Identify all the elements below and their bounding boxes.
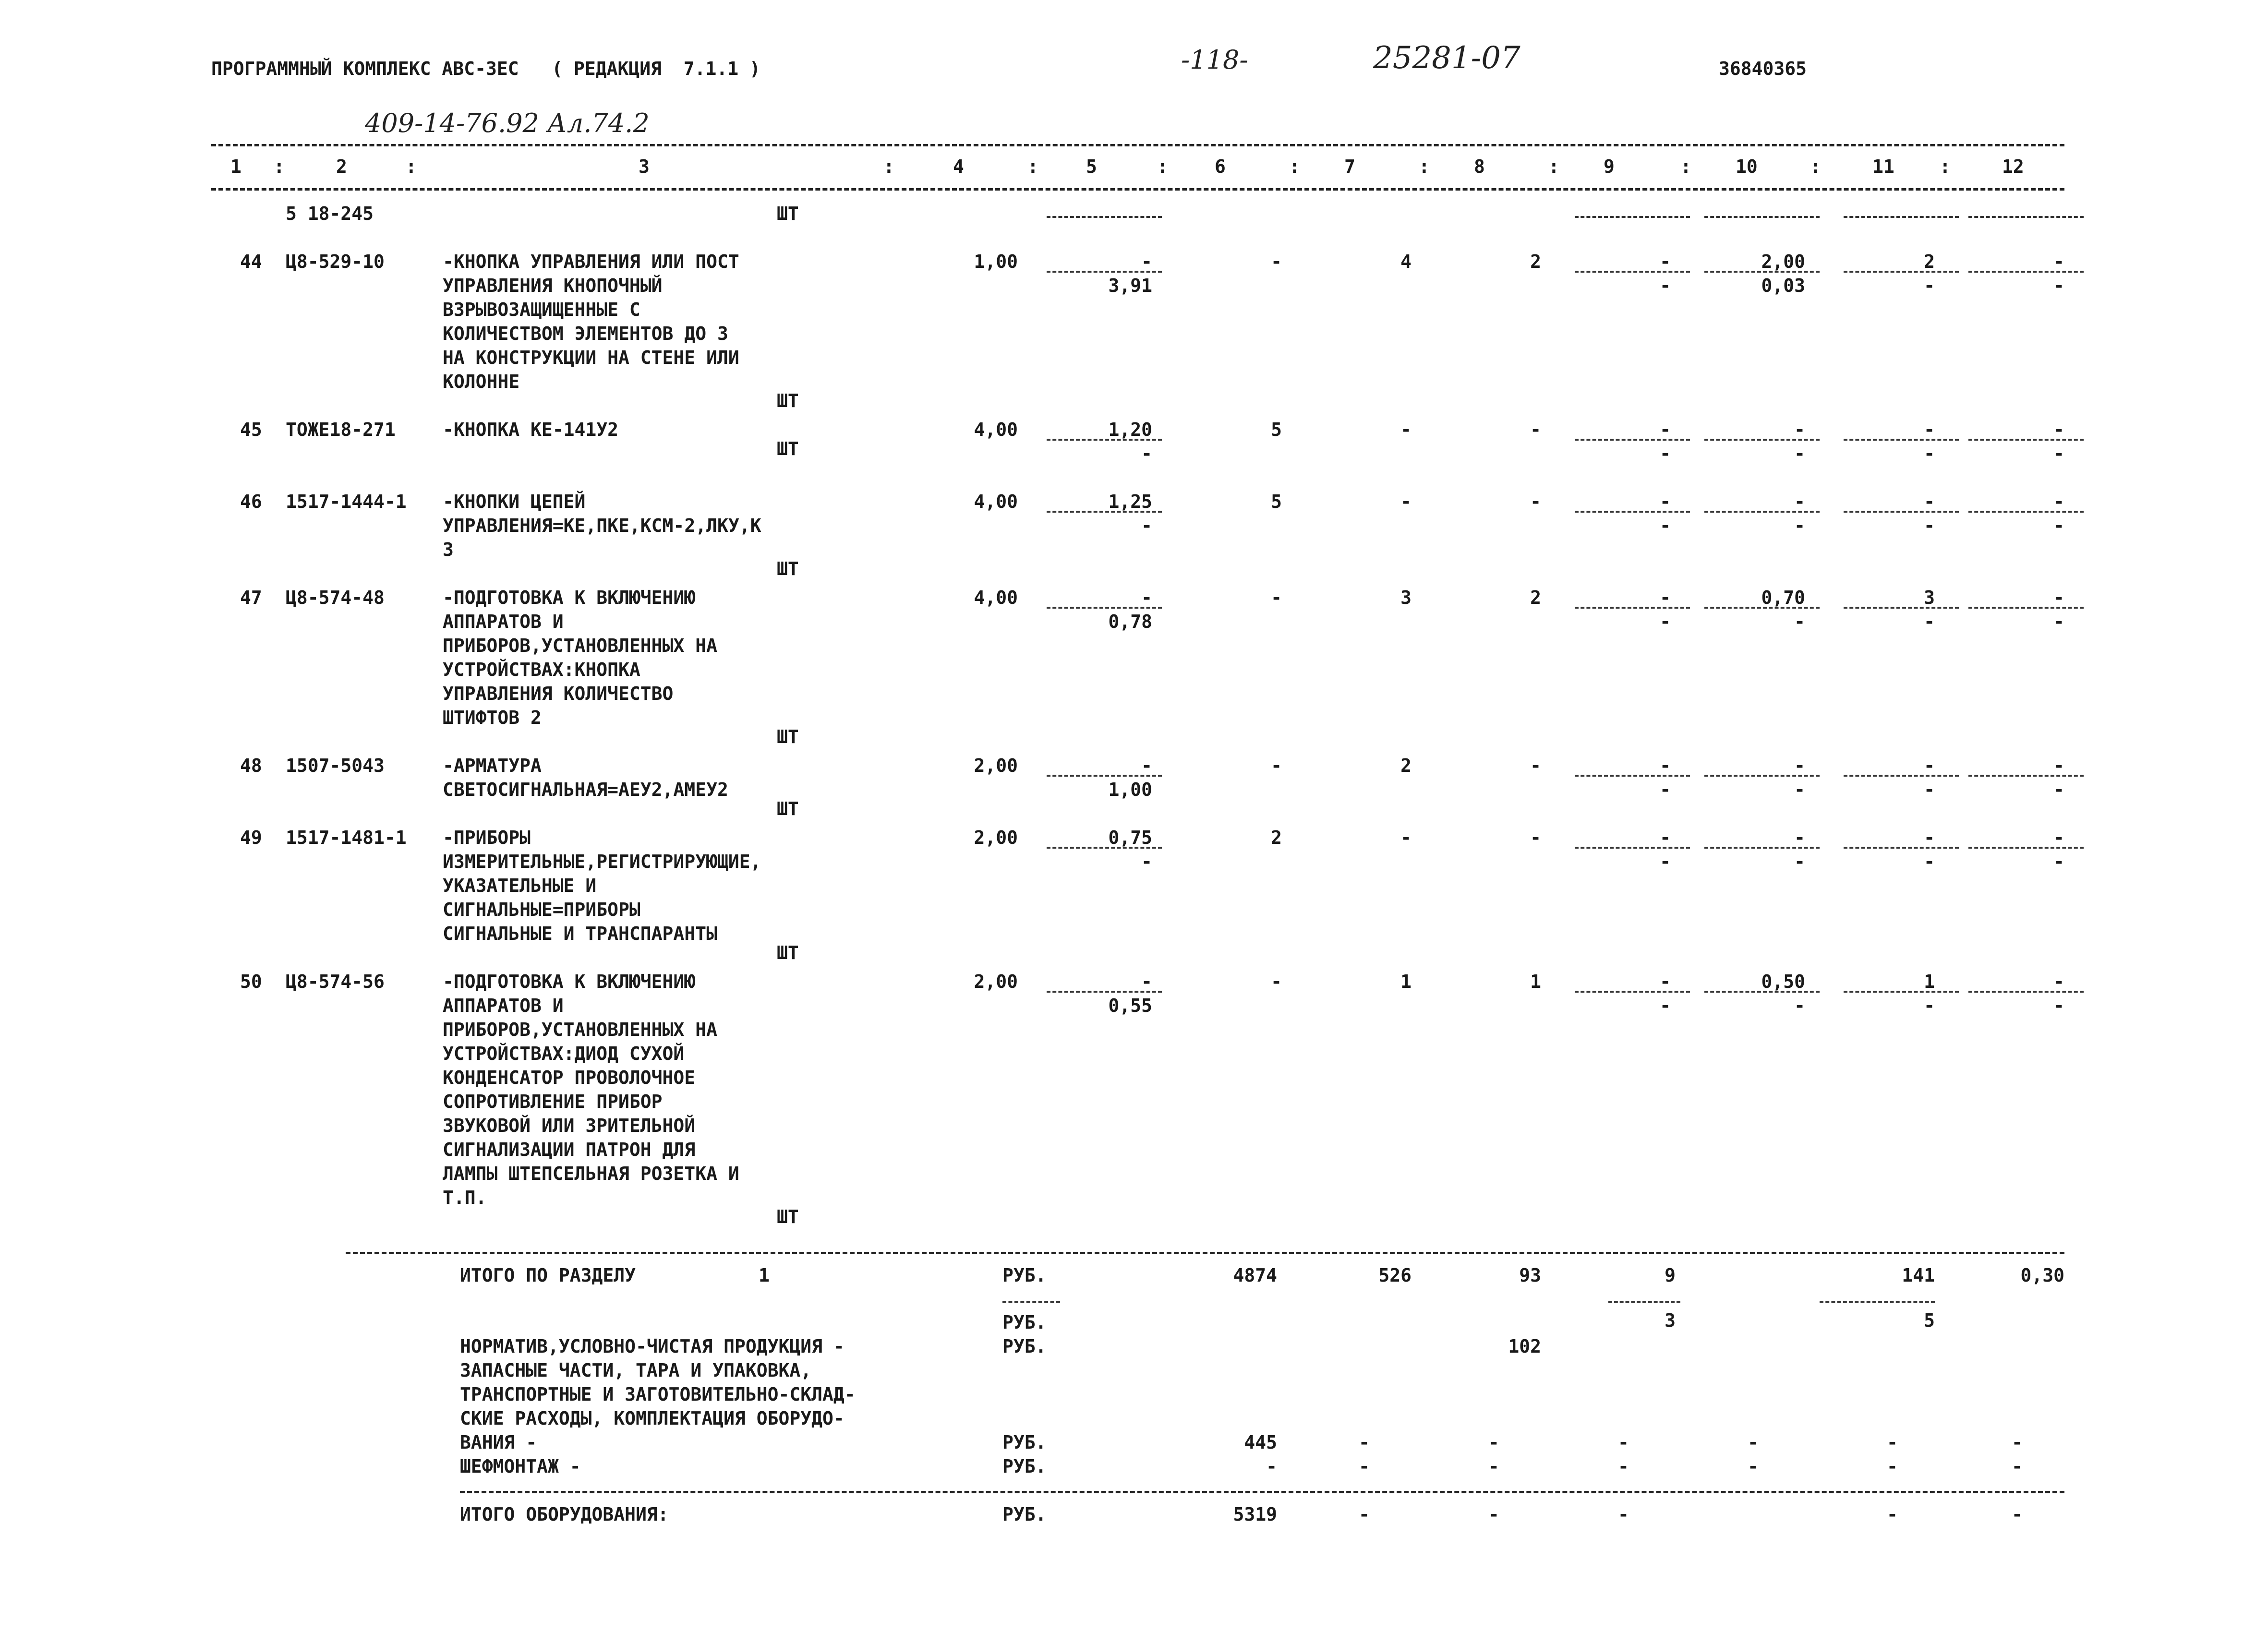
row-description-line: УПРАВЛЕНИЯ КОЛИЧЕСТВО [443,683,674,704]
row-col6: - [1271,251,1282,272]
row-description-line: ВЗРЫВОЗАЩИЩЕННЫЕ С [443,299,640,320]
row-col10-bottom: - [1794,443,1805,464]
row-col6: 5 [1271,419,1282,440]
row-quantity: 1,00 [974,251,1018,272]
dash-placeholder: - [1748,1456,1759,1477]
normative-note-line: ТРАНСПОРТНЫЕ И ЗАГОТОВИТЕЛЬНО-СКЛАД- [460,1384,856,1405]
row-col10-bottom: - [1794,611,1805,632]
cell-divider [1844,775,1959,777]
page-number: -118- [1181,45,1248,75]
row-col9-top: - [1660,419,1671,440]
row-description-line: -КНОПКИ ЦЕПЕЙ [443,491,586,512]
row-col11-bottom: - [1924,275,1935,296]
row-number: 49 [240,827,262,848]
row-quantity: 2,00 [974,755,1018,776]
section-total-col7: 526 [1378,1265,1411,1286]
row-unit: ШТ [777,558,799,579]
row-description-line: СИГНАЛИЗАЦИИ ПАТРОН ДЛЯ [443,1139,696,1160]
row-col10-top: 0,50 [1761,971,1805,992]
row-code: 1507-5043 [286,755,385,776]
column-separator: : [1548,156,1559,177]
row-col12-top: - [2053,827,2064,848]
cell-divider [1704,511,1820,513]
row-description-line: -ПОДГОТОВКА К ВКЛЮЧЕНИЮ [443,971,696,992]
row-description-line: АППАРАТОВ И [443,995,564,1016]
row-code: 1517-1481-1 [286,827,407,848]
row-number: 50 [240,971,262,992]
totals-top-rule [346,1252,2064,1254]
row-description-line: КОЛИЧЕСТВОМ ЭЛЕМЕНТОВ ДО 3 [443,323,728,344]
column-separator: : [1289,156,1300,177]
row-col10-bottom: 0,03 [1761,275,1805,296]
cell-divider [1047,439,1162,441]
row-col5-top: 1,25 [1108,491,1152,512]
dash-placeholder: - [1887,1504,1898,1525]
column-separator: : [1940,156,1951,177]
row-description-line: -КНОПКА УПРАВЛЕНИЯ ИЛИ ПОСТ [443,251,739,272]
cell-divider [1704,607,1820,609]
row-description-line: -АРМАТУРА [443,755,542,776]
row-description-line: -ПОДГОТОВКА К ВКЛЮЧЕНИЮ [443,587,696,608]
row-description-line: УСТРОЙСТВАХ:КНОПКА [443,659,640,680]
cell-divider [1704,439,1820,441]
row-quantity: 4,00 [974,419,1018,440]
row-col11-top: - [1924,419,1935,440]
row-unit: ШТ [777,203,799,224]
column-separator: : [274,156,285,177]
col9-underline [1608,1301,1680,1303]
column-number-4: 4 [953,156,964,177]
row-quantity: 4,00 [974,587,1018,608]
dash-placeholder: - [1359,1432,1370,1453]
row-col11-top: 1 [1924,971,1935,992]
row-col7: 3 [1400,587,1411,608]
row-col7: - [1400,419,1411,440]
dash-placeholder: - [1359,1504,1370,1525]
row-col5-top: - [1141,755,1152,776]
cell-divider [1704,775,1820,777]
dash-placeholder: - [1618,1432,1629,1453]
dash-placeholder: - [1887,1432,1898,1453]
cell-divider [1047,511,1162,513]
column-number-11: 11 [1872,156,1894,177]
dash-placeholder: - [2012,1432,2023,1453]
row-col11-bottom: - [1924,995,1935,1016]
shefmontazh-label: ШЕФМОНТАЖ - [460,1456,581,1477]
row-code: 5 18-245 [286,203,374,224]
row-col6: - [1271,755,1282,776]
row-col12-top: - [2053,587,2064,608]
cell-divider [1047,991,1162,993]
project-subtitle: 409-14-76.92 Ал.74.2 [365,108,650,138]
section-total-col11-second: 5 [1924,1310,1935,1331]
row-col6: 5 [1271,491,1282,512]
cell-divider [1844,607,1959,609]
row-col10-top: - [1794,419,1805,440]
row-col5-bottom: 0,55 [1108,995,1152,1016]
cell-divider [1968,991,2084,993]
normative-col8: 102 [1508,1336,1541,1357]
cell-divider [1575,511,1690,513]
row-col5-bottom: 0,78 [1108,611,1152,632]
row-col9-top: - [1660,755,1671,776]
row-col5-top: 0,75 [1108,827,1152,848]
cell-divider [1575,271,1690,273]
cell-divider [1968,607,2084,609]
dash-placeholder: - [1488,1504,1499,1525]
section-total-col11: 141 [1902,1265,1935,1286]
cell-divider [1968,271,2084,273]
row-description-line: УПРАВЛЕНИЯ=КЕ,ПКЕ,КСМ-2,ЛКУ,К [443,515,761,536]
column-separator: : [1680,156,1691,177]
column-number-8: 8 [1474,156,1485,177]
col11-underline [1820,1301,1935,1303]
cell-underline [1575,216,1690,218]
program-title: ПРОГРАММНЫЙ КОМПЛЕКС АВС-3ЕС ( РЕДАКЦИЯ 7.1.1 ) [211,58,760,79]
row-col8: - [1530,827,1541,848]
cell-divider [1047,607,1162,609]
row-col7: - [1400,491,1411,512]
column-separator: : [1027,156,1038,177]
dash-placeholder: - [2012,1456,2023,1477]
row-col9-bottom: - [1660,779,1671,800]
cell-divider [1047,271,1162,273]
row-col8: 2 [1530,251,1541,272]
row-col12-bottom: - [2053,443,2064,464]
normative-note-line: СКИЕ РАСХОДЫ, КОМПЛЕКТАЦИЯ ОБОРУДО- [460,1408,844,1429]
row-unit: ШТ [777,390,799,411]
dash-placeholder: - [1618,1456,1629,1477]
equipment-unit: РУБ. [1002,1432,1047,1453]
row-col9-bottom: - [1660,443,1671,464]
rub-underline [1002,1301,1060,1303]
row-col12-bottom: - [2053,611,2064,632]
row-description-line: АППАРАТОВ И [443,611,564,632]
equipment-total-unit: РУБ. [1002,1504,1047,1525]
equipment-col6: 445 [1244,1432,1277,1453]
row-col11-bottom: - [1924,443,1935,464]
row-col8: - [1530,755,1541,776]
header-bottom-rule [211,188,2064,191]
row-description-line: 3 [443,539,454,560]
row-col9-top: - [1660,491,1671,512]
normative-note-line: ЗАПАСНЫЕ ЧАСТИ, ТАРА И УПАКОВКА, [460,1360,812,1381]
row-col10-top: - [1794,827,1805,848]
row-description-line: НА КОНСТРУКЦИИ НА СТЕНЕ ИЛИ [443,347,739,368]
row-col12-top: - [2053,251,2064,272]
equipment-top-rule [460,1491,2064,1493]
row-col11-bottom: - [1924,611,1935,632]
row-col5-bottom: - [1141,515,1152,536]
row-col12-top: - [2053,491,2064,512]
row-col12-bottom: - [2053,779,2064,800]
row-col11-top: - [1924,755,1935,776]
row-col8: - [1530,491,1541,512]
row-col10-bottom: - [1794,779,1805,800]
row-unit: ШТ [777,438,799,459]
row-col5-bottom: - [1141,443,1152,464]
row-col5-top: - [1141,251,1152,272]
row-col10-top: 0,70 [1761,587,1805,608]
column-separator: : [883,156,894,177]
row-col9-top: - [1660,971,1671,992]
row-col5-bottom: - [1141,851,1152,872]
column-separator: : [406,156,417,177]
cell-underline [1047,216,1162,218]
section-number: 1 [759,1265,770,1286]
column-number-3: 3 [639,156,650,177]
row-number: 46 [240,491,262,512]
row-number: 45 [240,419,262,440]
cell-divider [1575,607,1690,609]
row-description-line: КОНДЕНСАТОР ПРОВОЛОЧНОЕ [443,1067,696,1088]
row-number: 47 [240,587,262,608]
column-number-5: 5 [1086,156,1097,177]
row-col5-top: - [1141,587,1152,608]
row-col10-top: - [1794,491,1805,512]
row-col11-bottom: - [1924,851,1935,872]
row-col11-top: 3 [1924,587,1935,608]
row-col8: - [1530,419,1541,440]
cell-divider [1704,271,1820,273]
equipment-total-col6: 5319 [1233,1504,1277,1525]
cell-underline [1844,216,1959,218]
dash-placeholder: - [1488,1456,1499,1477]
row-description-line: УПРАВЛЕНИЯ КНОПОЧНЫЙ [443,275,663,296]
row-col7: 1 [1400,971,1411,992]
row-description-line: ЛАМПЫ ШТЕПСЕЛЬНАЯ РОЗЕТКА И [443,1163,739,1184]
cell-divider [1844,439,1959,441]
row-col11-top: - [1924,827,1935,848]
column-number-1: 1 [230,156,241,177]
row-code: Ц8-574-56 [286,971,385,992]
cell-divider [1704,847,1820,849]
cell-divider [1968,439,2084,441]
row-col9-bottom: - [1660,515,1671,536]
row-unit: ШТ [777,942,799,963]
row-col10-bottom: - [1794,515,1805,536]
cell-divider [1575,775,1690,777]
header-top-rule [211,144,2064,146]
row-description-line: СИГНАЛЬНЫЕ=ПРИБОРЫ [443,899,640,920]
row-code: 1517-1444-1 [286,491,407,512]
cell-divider [1575,991,1690,993]
row-col9-bottom: - [1660,275,1671,296]
section-total-label: ИТОГО ПО РАЗДЕЛУ [460,1265,636,1286]
row-col12-top: - [2053,419,2064,440]
row-number: 44 [240,251,262,272]
row-col9-bottom: - [1660,851,1671,872]
column-number-7: 7 [1344,156,1355,177]
row-col7: 2 [1400,755,1411,776]
row-col6: 2 [1271,827,1282,848]
row-description-line: СИГНАЛЬНЫЕ И ТРАНСПАРАНТЫ [443,923,717,944]
document-code: 36840365 [1719,58,1807,79]
dash-placeholder: - [1359,1456,1370,1477]
row-col5-bottom: 1,00 [1108,779,1152,800]
row-col12-top: - [2053,755,2064,776]
row-col8: 2 [1530,587,1541,608]
dash-placeholder: - [1488,1432,1499,1453]
cell-divider [1047,847,1162,849]
normative-note-line: НОРМАТИВ,УСЛОВНО-ЧИСТАЯ ПРОДУКЦИЯ - [460,1336,844,1357]
row-description-line: -ПРИБОРЫ [443,827,531,848]
row-col11-top: - [1924,491,1935,512]
dash-placeholder: - [1887,1456,1898,1477]
row-col9-top: - [1660,827,1671,848]
row-description-line: СВЕТОСИГНАЛЬНАЯ=АЕУ2,АМЕУ2 [443,779,728,800]
row-unit: ШТ [777,726,799,747]
cell-divider [1844,511,1959,513]
row-description-line: Т.П. [443,1187,487,1208]
cell-divider [1968,775,2084,777]
row-number: 48 [240,755,262,776]
row-col11-top: 2 [1924,251,1935,272]
cell-underline [1704,216,1820,218]
row-description-line: ПРИБОРОВ,УСТАНОВЛЕННЫХ НА [443,1019,717,1040]
dash-placeholder: - [2012,1504,2023,1525]
row-col12-bottom: - [2053,275,2064,296]
normative-note-line: ВАНИЯ - [460,1432,537,1453]
section-total-col8: 93 [1519,1265,1541,1286]
column-number-10: 10 [1736,156,1758,177]
row-description-line: ПРИБОРОВ,УСТАНОВЛЕННЫХ НА [443,635,717,656]
row-col5-top: - [1141,971,1152,992]
column-number-6: 6 [1215,156,1226,177]
cell-divider [1575,847,1690,849]
row-col10-top: - [1794,755,1805,776]
cell-divider [1844,991,1959,993]
row-unit: ШТ [777,1206,799,1227]
row-description-line: СОПРОТИВЛЕНИЕ ПРИБОР [443,1091,663,1112]
row-description-line: КОЛОННЕ [443,371,520,392]
cell-divider [1844,847,1959,849]
row-col12-top: - [2053,971,2064,992]
row-col9-bottom: - [1660,611,1671,632]
cell-divider [1844,271,1959,273]
cell-divider [1047,775,1162,777]
row-col10-bottom: - [1794,851,1805,872]
row-col10-bottom: - [1794,995,1805,1016]
cell-divider [1968,511,2084,513]
row-col10-top: 2,00 [1761,251,1805,272]
row-description-line: УКАЗАТЕЛЬНЫЕ И [443,875,597,896]
document-number: 25281-07 [1373,40,1520,76]
column-separator: : [1157,156,1168,177]
section-total-unit: РУБ. [1002,1265,1047,1286]
column-number-9: 9 [1604,156,1615,177]
row-col12-bottom: - [2053,995,2064,1016]
cell-underline [1968,216,2084,218]
shefmontazh-unit: РУБ. [1002,1456,1047,1477]
row-col12-bottom: - [2053,851,2064,872]
dash-placeholder: - [1748,1432,1759,1453]
cell-divider [1968,847,2084,849]
column-number-2: 2 [336,156,347,177]
section-total-col9: 9 [1665,1265,1676,1286]
row-col6: - [1271,971,1282,992]
row-col8: 1 [1530,971,1541,992]
row-col7: 4 [1400,251,1411,272]
row-description-line: УСТРОЙСТВАХ:ДИОД СУХОЙ [443,1043,685,1064]
row-description-line: ЗВУКОВОЙ ИЛИ ЗРИТЕЛЬНОЙ [443,1115,696,1136]
cell-divider [1575,439,1690,441]
row-unit: ШТ [777,798,799,819]
row-quantity: 2,00 [974,827,1018,848]
row-col5-top: 1,20 [1108,419,1152,440]
row-col9-bottom: - [1660,995,1671,1016]
row-col11-bottom: - [1924,779,1935,800]
row-col11-bottom: - [1924,515,1935,536]
row-code: Ц8-529-10 [286,251,385,272]
shefmontazh-col6: - [1266,1456,1277,1477]
equipment-total-label: ИТОГО ОБОРУДОВАНИЯ: [460,1504,669,1525]
row-quantity: 4,00 [974,491,1018,512]
normative-unit: РУБ. [1002,1336,1047,1357]
section-total-unit-2: РУБ. [1002,1312,1047,1333]
dash-placeholder: - [1618,1504,1629,1525]
section-total-col9-second: 3 [1665,1310,1676,1331]
row-col12-bottom: - [2053,515,2064,536]
cell-divider [1704,991,1820,993]
row-quantity: 2,00 [974,971,1018,992]
row-description-line: ИЗМЕРИТЕЛЬНЫЕ,РЕГИСТРИРУЮЩИЕ, [443,851,761,872]
row-description-line: ШТИФТОВ 2 [443,707,542,728]
section-total-col6: 4874 [1233,1265,1277,1286]
column-separator: : [1419,156,1430,177]
row-col5-bottom: 3,91 [1108,275,1152,296]
row-description-line: -КНОПКА КЕ-141У2 [443,419,619,440]
row-col6: - [1271,587,1282,608]
row-code: ТОЖЕ18-271 [286,419,396,440]
row-col9-top: - [1660,251,1671,272]
column-number-12: 12 [2002,156,2024,177]
row-code: Ц8-574-48 [286,587,385,608]
section-total-col12: 0,30 [2020,1265,2064,1286]
row-col7: - [1400,827,1411,848]
row-col9-top: - [1660,587,1671,608]
column-separator: : [1810,156,1821,177]
